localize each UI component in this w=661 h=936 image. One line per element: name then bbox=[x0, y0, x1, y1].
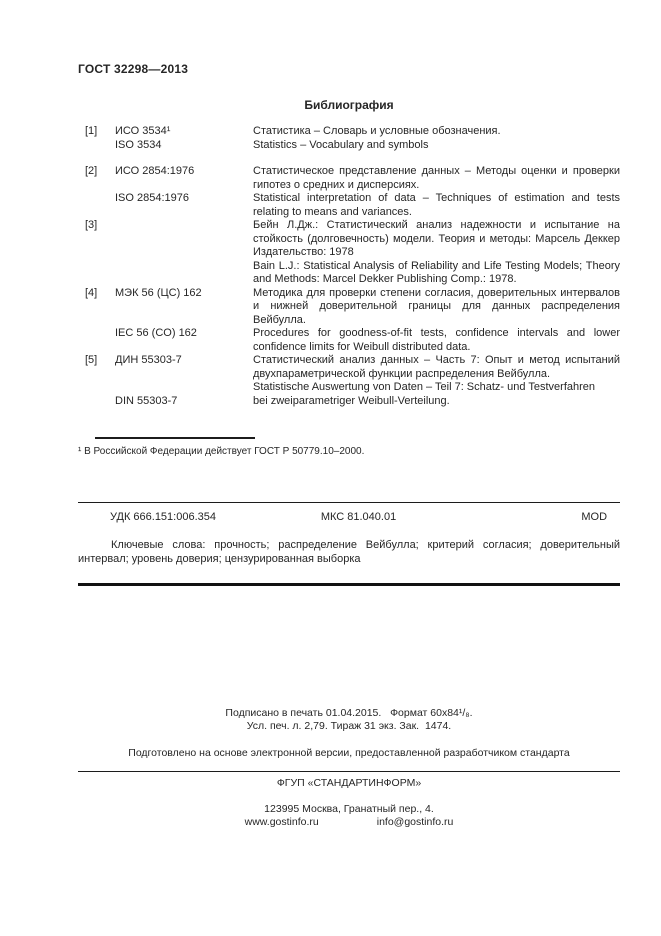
bib-code: ДИН 55303-7 bbox=[115, 354, 182, 366]
footnote-separator bbox=[95, 437, 255, 439]
bib-code: DIN 55303-7 bbox=[115, 394, 178, 407]
bibliography-entry-5 bbox=[78, 354, 620, 408]
bib-ref-spacer bbox=[85, 260, 115, 287]
bib-ref-spacer bbox=[85, 139, 115, 153]
bib-ref-spacer bbox=[85, 395, 115, 409]
doc-number: ГОСТ 32298—2013 bbox=[78, 62, 189, 76]
bib-ref-number: [5] bbox=[85, 354, 98, 366]
udk-code: УДК 666.151:006.354 bbox=[110, 511, 216, 523]
bib-description: bei zweiparametriger Weibull-Verteilung. bbox=[253, 394, 450, 407]
footnote-text: ¹ В Российской Федерации действует ГОСТ Р 50779.10–2000. bbox=[78, 446, 365, 457]
bib-code: ИСО 3534¹ bbox=[115, 125, 171, 137]
bib-segment bbox=[78, 260, 620, 287]
bib-ref-spacer bbox=[85, 327, 115, 354]
imprint-print-line: Подписано в печать 01.04.2015. Формат 60х84¹/₈. bbox=[225, 707, 473, 719]
bib-ref-number: [2] bbox=[85, 165, 98, 177]
publisher-top-rule bbox=[78, 771, 620, 772]
bib-segment bbox=[78, 192, 620, 219]
bibliography-entry-4 bbox=[78, 287, 620, 355]
website-link: www.gostinfo.ru bbox=[244, 816, 319, 828]
keywords-paragraph: Ключевые слова: прочность; распределение Вейбулла; критерий согласия; доверительный интервал; уровень доверия; цензурированная выборка bbox=[78, 539, 620, 565]
email-link: info@gostinfo.ru bbox=[376, 816, 454, 828]
bib-segment bbox=[78, 381, 620, 395]
publisher-contacts bbox=[78, 816, 620, 829]
bib-code: ISO 3534 bbox=[115, 138, 162, 151]
publisher-name: ФГУП «СТАНДАРТИНФОРМ» bbox=[276, 777, 422, 789]
bib-ref-number: [4] bbox=[85, 286, 98, 299]
bib-code: ИСО 2854:1976 bbox=[115, 165, 195, 177]
bib-code: ISO 2854:1976 bbox=[115, 192, 190, 204]
bib-description: Statistische Auswertung von Daten – Teil 7: Schatz- und Testverfahren bbox=[253, 381, 596, 393]
bib-code bbox=[115, 260, 253, 287]
bib-description: Statistics – Vocabulary and symbols bbox=[253, 138, 429, 151]
bib-code bbox=[115, 381, 253, 395]
bib-code: IEC 56 (CO) 162 bbox=[115, 327, 197, 339]
bibliography-entry-2 bbox=[78, 165, 620, 219]
prepared-note: Подготовлено на основе электронной версии, предоставленной разработчиком стандарта bbox=[128, 747, 570, 759]
bib-description: Статистический анализ данных – Часть 7: Опыт и метод испытаний двухпараметрической функции распределения Вейбулла. bbox=[253, 354, 620, 380]
mks-code: МКС 81.040.01 bbox=[320, 511, 397, 523]
bib-description: Статистическое представление данных – Методы оценки и проверки гипотез о средних и дисперсиях. bbox=[253, 165, 620, 191]
bib-segment bbox=[78, 219, 620, 260]
bib-segment bbox=[78, 125, 620, 139]
bib-description: Bain L.J.: Statistical Analysis of Reliability and Life Testing Models; Theory and Methods: Marcel Dekker Publishing Comp.: 1978. bbox=[253, 259, 620, 285]
bib-description: Статистика – Словарь и условные обозначения. bbox=[253, 125, 501, 137]
page-title: Библиография bbox=[304, 98, 394, 112]
bib-ref-number: [1] bbox=[85, 125, 98, 137]
bib-description: Бейн Л.Дж.: Статистический анализ надежности и испытание на стойкость (долговечность) модели. Теория и методы: Марсель Деккер Издательство: 1978 bbox=[253, 219, 620, 258]
keywords-bottom-rule bbox=[78, 583, 620, 586]
classification-top-rule bbox=[78, 502, 620, 503]
mod-label: MOD bbox=[581, 511, 608, 523]
bib-ref-spacer bbox=[85, 381, 115, 395]
bib-description: Statistical interpretation of data – Techniques of estimation and tests relating to means and variances. bbox=[253, 192, 620, 218]
page-content bbox=[78, 0, 620, 829]
bib-segment bbox=[78, 327, 620, 354]
bib-code: МЭК 56 (ЦС) 162 bbox=[115, 286, 202, 299]
bib-ref-number: [3] bbox=[85, 219, 98, 231]
bib-segment bbox=[78, 139, 620, 153]
bibliography-entry-1 bbox=[78, 125, 620, 152]
imprint-edition-line: Усл. печ. л. 2,79. Тираж 31 экз. Зак. 1474. bbox=[246, 720, 452, 732]
bibliography-entry-3 bbox=[78, 219, 620, 287]
bib-segment bbox=[78, 165, 620, 192]
bibliography-list bbox=[78, 125, 620, 408]
bib-description: Procedures for goodness-of-fit tests, confidence intervals and lower confidence limits for Weibull distributed data. bbox=[253, 327, 620, 353]
imprint-block bbox=[78, 707, 620, 733]
publisher-address: 123995 Москва, Гранатный пер., 4. bbox=[264, 803, 434, 815]
bib-ref-spacer bbox=[85, 192, 115, 219]
bib-description: Методика для проверки степени согласия, доверительных интервалов и нижней доверительной границы для данных распределения Вейбулла. bbox=[253, 286, 620, 326]
bib-code bbox=[115, 219, 253, 260]
classification-row bbox=[78, 510, 620, 524]
bib-segment bbox=[78, 287, 620, 328]
bib-segment bbox=[78, 395, 620, 409]
bib-segment bbox=[78, 354, 620, 381]
